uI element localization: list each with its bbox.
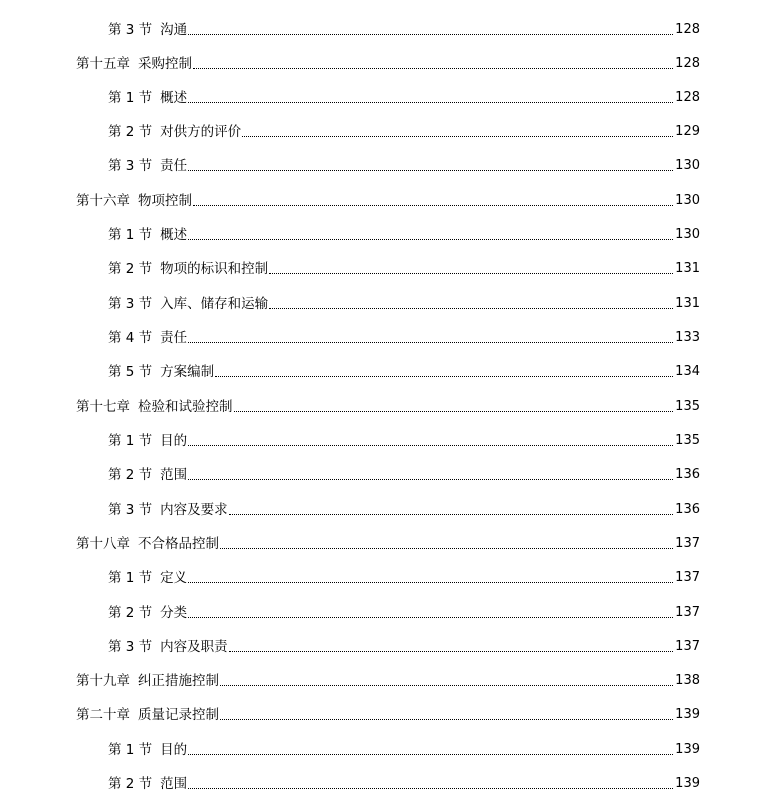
toc-section-entry[interactable]	[108, 360, 700, 380]
toc-section-entry[interactable]	[108, 738, 700, 758]
dot-leader	[242, 136, 673, 137]
section-number: 第 1 节	[108, 227, 153, 243]
section-number: 第 2 节	[108, 124, 153, 140]
page-number: 137	[675, 639, 700, 654]
page-number: 133	[675, 330, 700, 345]
section-title: 内容及要求	[160, 502, 228, 518]
chapter-title: 纠正措施控制	[138, 673, 219, 689]
toc-section-entry[interactable]	[108, 772, 700, 792]
dot-leader	[234, 411, 674, 412]
section-title: 入库、储存和运输	[160, 296, 269, 312]
dot-leader	[220, 548, 673, 549]
page-number: 137	[675, 605, 700, 620]
section-number: 第 1 节	[108, 570, 153, 586]
section-title: 分类	[160, 605, 188, 621]
toc-chapter-entry[interactable]	[76, 52, 700, 72]
section-number: 第 2 节	[108, 261, 153, 277]
dot-leader	[188, 102, 673, 103]
section-number: 第 3 节	[108, 502, 153, 518]
section-title: 责任	[160, 158, 188, 174]
dot-leader	[188, 788, 673, 789]
dot-leader	[188, 445, 673, 446]
section-number: 第 3 节	[108, 22, 153, 38]
dot-leader	[188, 582, 673, 583]
dot-leader	[188, 754, 673, 755]
section-number: 第 2 节	[108, 467, 153, 483]
section-title: 范围	[160, 467, 188, 483]
page-number: 131	[675, 261, 700, 276]
page-number: 128	[675, 90, 700, 105]
toc-section-entry[interactable]	[108, 86, 700, 106]
page-number: 134	[675, 364, 700, 379]
chapter-number: 第十七章	[76, 399, 130, 415]
section-number: 第 3 节	[108, 639, 153, 655]
section-number: 第 2 节	[108, 605, 153, 621]
chapter-number: 第十九章	[76, 673, 130, 689]
section-title: 定义	[160, 570, 188, 586]
toc-chapter-entry[interactable]	[76, 703, 700, 723]
toc-section-entry[interactable]	[108, 429, 700, 449]
section-title: 目的	[160, 742, 188, 758]
toc-section-entry[interactable]	[108, 566, 700, 586]
dot-leader	[188, 239, 673, 240]
chapter-number: 第十八章	[76, 536, 130, 552]
page-number: 139	[675, 707, 700, 722]
chapter-number: 第十六章	[76, 193, 130, 209]
chapter-number: 第二十章	[76, 707, 130, 723]
page-number: 137	[675, 570, 700, 585]
toc-section-entry[interactable]	[108, 463, 700, 483]
chapter-number: 第十五章	[76, 56, 130, 72]
toc-section-entry[interactable]	[108, 223, 700, 243]
chapter-title: 不合格品控制	[138, 536, 219, 552]
page-number: 130	[675, 158, 700, 173]
page-number: 139	[675, 742, 700, 757]
toc-section-entry[interactable]	[108, 18, 700, 38]
section-title: 物项的标识和控制	[160, 261, 269, 277]
toc-section-entry[interactable]	[108, 498, 700, 518]
toc-section-entry[interactable]	[108, 292, 700, 312]
dot-leader	[188, 342, 673, 343]
dot-leader	[188, 479, 673, 480]
section-number: 第 2 节	[108, 776, 153, 792]
section-title: 责任	[160, 330, 188, 346]
page-number: 136	[675, 502, 700, 517]
chapter-title: 物项控制	[138, 193, 192, 209]
page-number: 130	[675, 193, 700, 208]
page-number: 128	[675, 22, 700, 37]
section-number: 第 5 节	[108, 364, 153, 380]
section-number: 第 1 节	[108, 742, 153, 758]
toc-chapter-entry[interactable]	[76, 669, 700, 689]
toc-chapter-entry[interactable]	[76, 532, 700, 552]
dot-leader	[193, 68, 673, 69]
page-number: 135	[675, 399, 700, 414]
page-number: 128	[675, 56, 700, 71]
toc-section-entry[interactable]	[108, 635, 700, 655]
section-number: 第 3 节	[108, 158, 153, 174]
section-number: 第 1 节	[108, 433, 153, 449]
chapter-title: 采购控制	[138, 56, 192, 72]
page-number: 131	[675, 296, 700, 311]
page-number: 139	[675, 776, 700, 791]
section-title: 内容及职责	[160, 639, 228, 655]
section-title: 方案编制	[160, 364, 215, 380]
dot-leader	[193, 205, 673, 206]
section-number: 第 1 节	[108, 90, 153, 106]
section-title: 概述	[160, 227, 188, 243]
toc-section-entry[interactable]	[108, 601, 700, 621]
dot-leader	[188, 170, 673, 171]
toc-section-entry[interactable]	[108, 326, 700, 346]
toc-section-entry[interactable]	[108, 120, 700, 140]
section-title: 目的	[160, 433, 188, 449]
dot-leader	[188, 617, 673, 618]
page-number: 138	[675, 673, 700, 688]
toc-chapter-entry[interactable]	[76, 189, 700, 209]
dot-leader	[269, 273, 673, 274]
chapter-title: 检验和试验控制	[138, 399, 233, 415]
toc-section-entry[interactable]	[108, 154, 700, 174]
section-title: 沟通	[160, 22, 188, 38]
dot-leader	[188, 34, 673, 35]
chapter-title: 质量记录控制	[138, 707, 219, 723]
section-title: 对供方的评价	[160, 124, 242, 140]
page-number: 135	[675, 433, 700, 448]
dot-leader	[229, 514, 674, 515]
page-number: 130	[675, 227, 700, 242]
dot-leader	[220, 719, 673, 720]
toc-section-entry[interactable]	[108, 257, 700, 277]
section-number: 第 4 节	[108, 330, 153, 346]
section-title: 范围	[160, 776, 188, 792]
page-number: 129	[675, 124, 700, 139]
dot-leader	[215, 376, 673, 377]
dot-leader	[220, 685, 673, 686]
toc-chapter-entry[interactable]	[76, 395, 700, 415]
page-number: 137	[675, 536, 700, 551]
page-number: 136	[675, 467, 700, 482]
dot-leader	[269, 308, 673, 309]
section-title: 概述	[160, 90, 188, 106]
dot-leader	[229, 651, 674, 652]
section-number: 第 3 节	[108, 296, 153, 312]
